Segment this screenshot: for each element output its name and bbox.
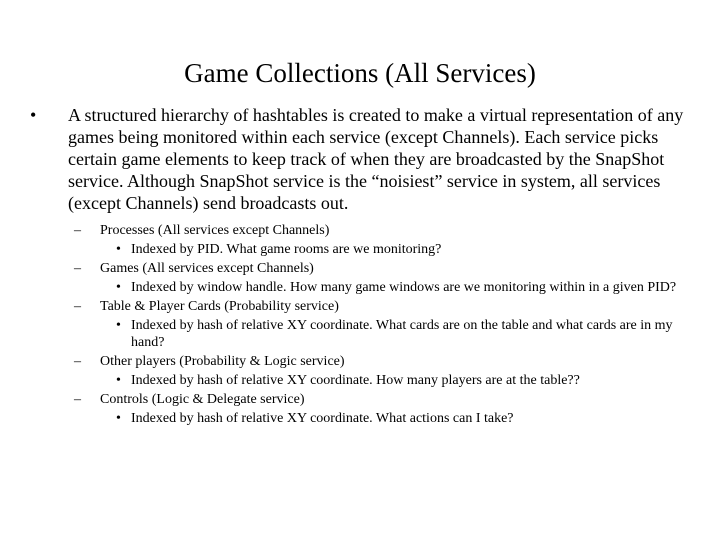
bullet-marker: • — [116, 280, 121, 295]
bullet-marker: • — [30, 105, 37, 125]
detail-item-games — [30, 279, 690, 296]
detail-item-table-player-cards — [30, 317, 690, 351]
main-bullet-item — [30, 104, 690, 214]
main-bullet — [30, 104, 690, 429]
detail-item-processes — [30, 241, 690, 258]
sub-item-table-player-cards — [30, 298, 690, 315]
detail-item-controls — [30, 410, 690, 427]
bullet-marker: • — [116, 242, 121, 257]
detail-item-text: Indexed by hash of relative XY coordinate. What actions can I take? — [131, 411, 514, 426]
sub-item-controls — [30, 391, 690, 408]
sub-list — [30, 222, 690, 427]
sub-item-processes — [30, 222, 690, 239]
main-bullet-text: A structured hierarchy of hashtables is created to make a virtual representation of any games being monitored within each service (except Channels). Each service picks certain game elements to keep track of when they are broadcasted by the SnapShot service. Although SnapShot service is the “noisiest” service in system, all services (except Channels) send broadcasts out. — [68, 105, 684, 213]
sub-item-games — [30, 260, 690, 277]
dash-marker: – — [74, 392, 81, 407]
sub-item-label: Controls (Logic & Delegate service) — [100, 392, 305, 407]
sub-item-label: Other players (Probability & Logic service) — [100, 354, 345, 369]
bullet-marker: • — [116, 411, 121, 426]
detail-item-text: Indexed by window handle. How many game windows are we monitoring within in a given PID? — [131, 280, 677, 295]
dash-marker: – — [74, 299, 81, 314]
sub-item-label: Table & Player Cards (Probability service) — [100, 299, 339, 314]
dash-marker: – — [74, 354, 81, 369]
dash-marker: – — [74, 223, 81, 238]
detail-item-text: Indexed by hash of relative XY coordinate. What cards are on the table and what cards are in my hand? — [131, 318, 673, 350]
slide-title: Game Collections (All Services) — [184, 58, 536, 88]
dash-marker: – — [74, 261, 81, 276]
detail-item-text: Indexed by PID. What game rooms are we monitoring? — [131, 242, 442, 257]
sub-item-label: Games (All services except Channels) — [100, 261, 314, 276]
bullet-marker: • — [116, 318, 121, 333]
sub-item-label: Processes (All services except Channels) — [100, 223, 330, 238]
detail-item-other-players — [30, 372, 690, 389]
detail-item-text: Indexed by hash of relative XY coordinate. How many players are at the table?? — [131, 373, 580, 388]
sub-item-other-players — [30, 353, 690, 370]
bullet-marker: • — [116, 373, 121, 388]
